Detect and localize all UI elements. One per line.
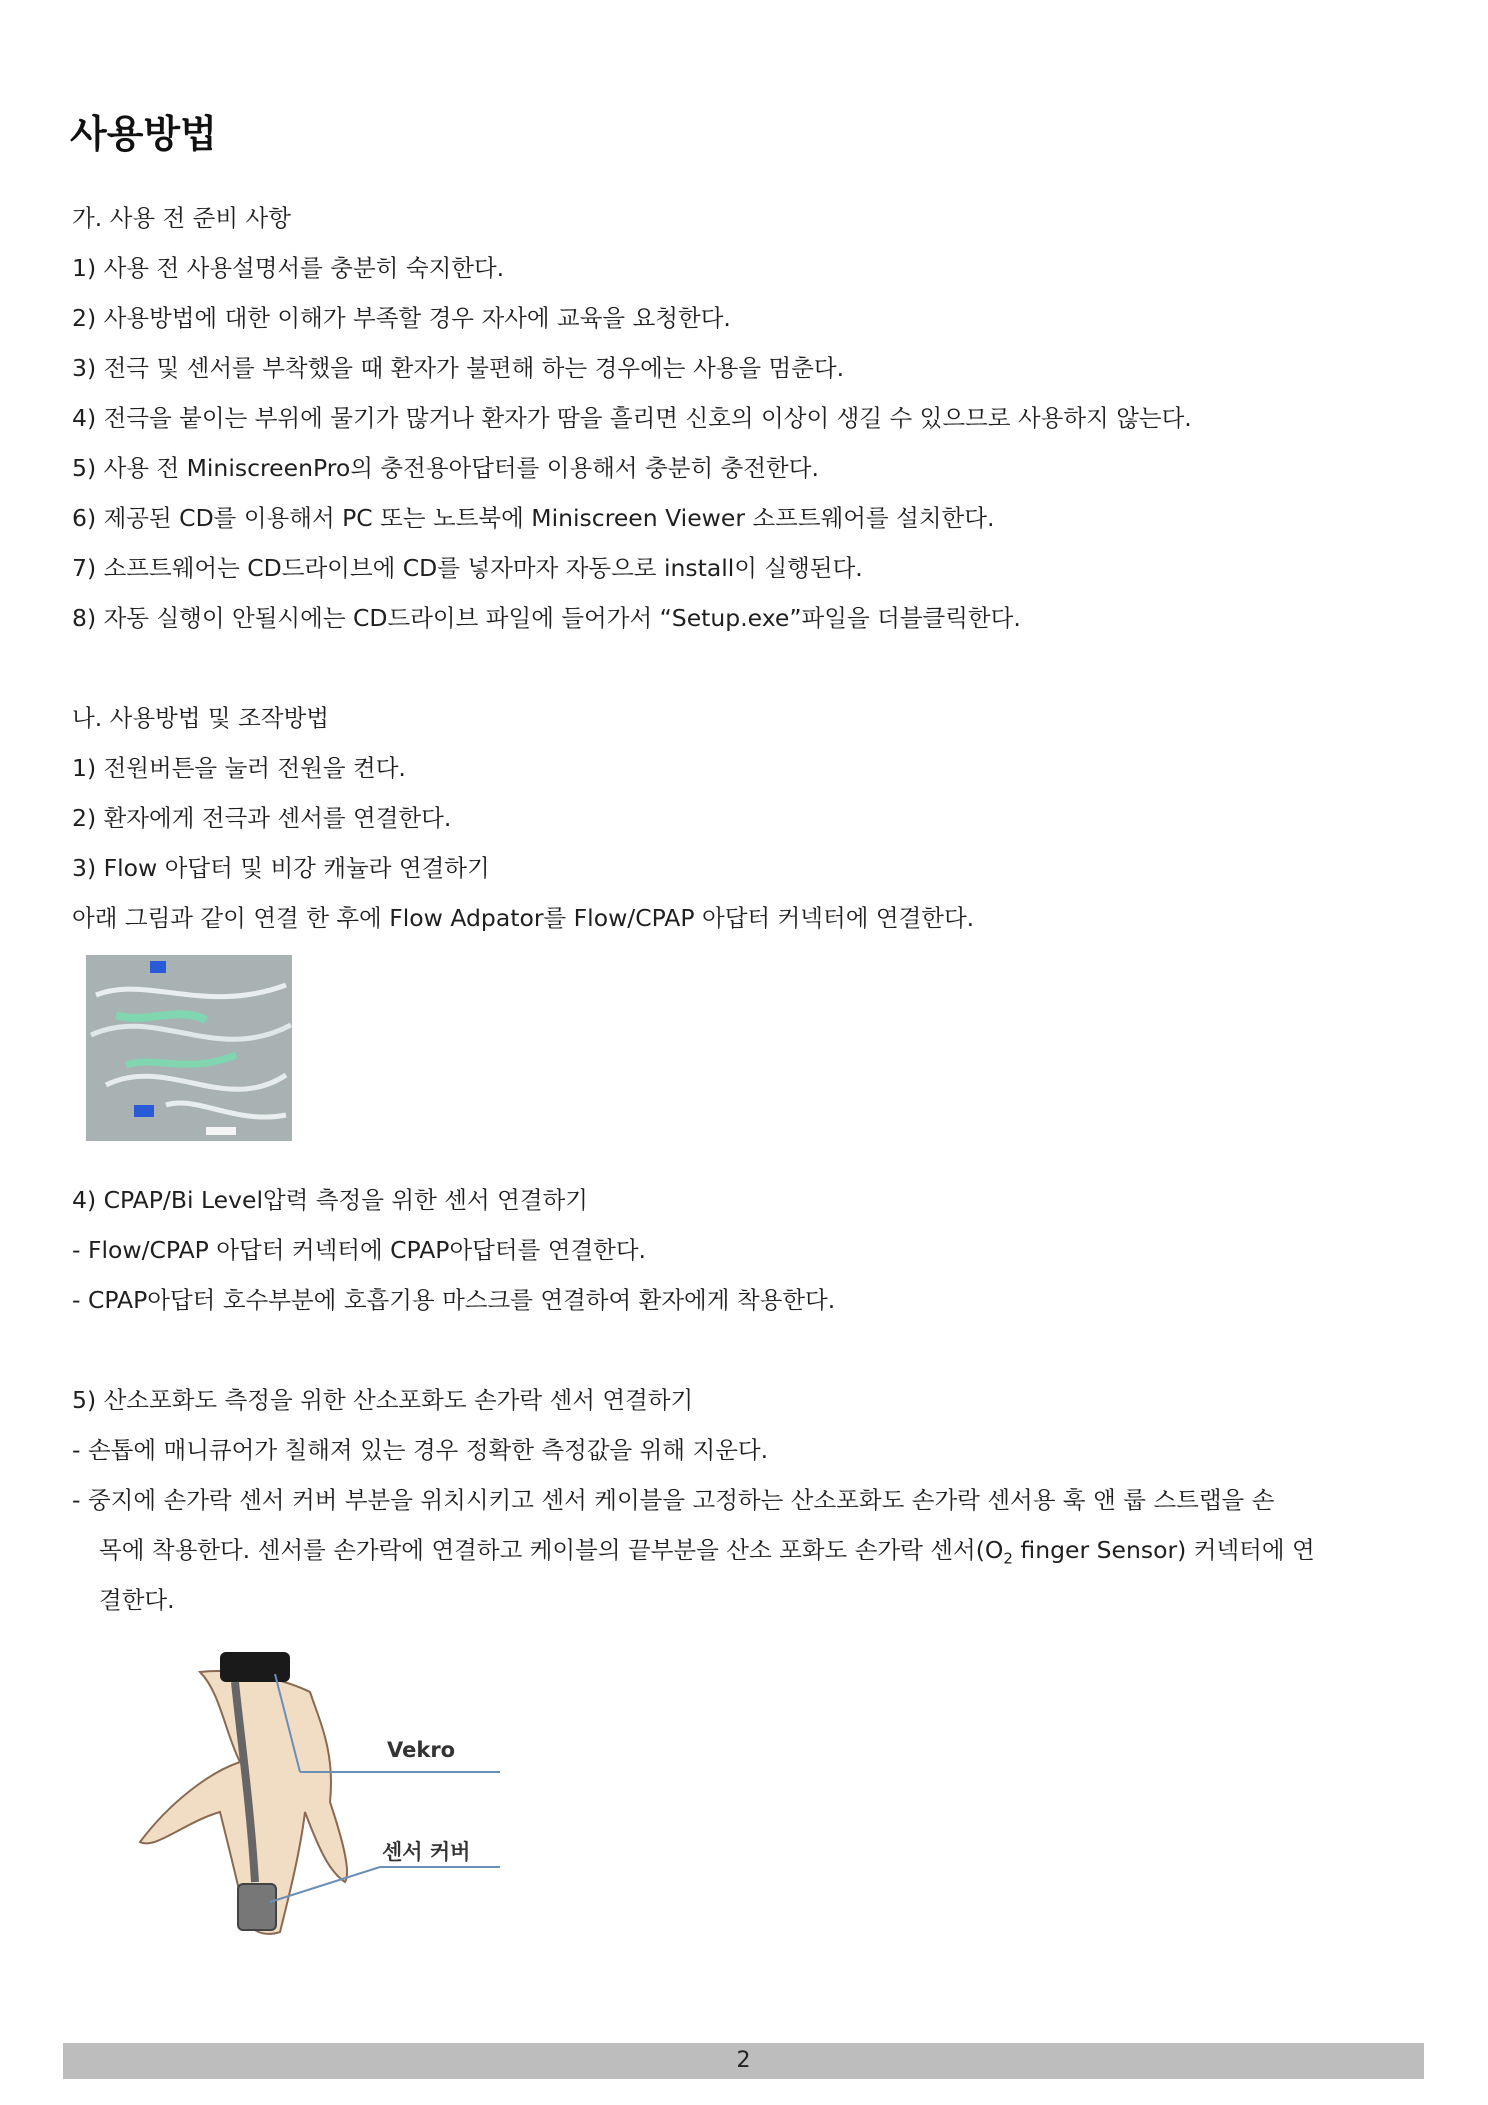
list-item-continued: 결한다. bbox=[99, 1586, 175, 1614]
vekro-label: Vekro bbox=[387, 1738, 456, 1762]
page-number: 2 bbox=[736, 2048, 751, 2073]
list-item: 1) 사용 전 사용설명서를 충분히 숙지한다. bbox=[72, 254, 505, 282]
list-item: 3) Flow 아답터 및 비강 캐뉼라 연결하기 bbox=[72, 854, 490, 882]
section-b-heading: 나. 사용방법 및 조작방법 bbox=[72, 704, 329, 732]
finger-sensor-figure bbox=[130, 1652, 510, 1957]
list-item: 2) 사용방법에 대한 이해가 부족할 경우 자사에 교육을 요청한다. bbox=[72, 304, 731, 332]
section-a-heading: 가. 사용 전 준비 사항 bbox=[72, 204, 291, 232]
hand-illustration bbox=[130, 1652, 510, 1957]
list-item: 아래 그림과 같이 연결 한 후에 Flow Adpator를 Flow/CPAP 아답터 커넥터에 연결한다. bbox=[72, 904, 975, 932]
list-item: 1) 전원버튼을 눌러 전원을 켠다. bbox=[72, 754, 406, 782]
list-item-continued bbox=[99, 1534, 1315, 1575]
list-item: 2) 환자에게 전극과 센서를 연결한다. bbox=[72, 804, 452, 832]
subscript: 2 bbox=[1003, 1549, 1013, 1568]
list-item: 6) 제공된 CD를 이용해서 PC 또는 노트북에 Miniscreen Viewer 소프트웨어를 설치한다. bbox=[72, 504, 995, 532]
list-item: 8) 자동 실행이 안될시에는 CD드라이브 파일에 들어가서 “Setup.exe”파일을 더블클릭한다. bbox=[72, 604, 1021, 632]
list-item: - 손톱에 매니큐어가 칠해져 있는 경우 정확한 측정값을 위해 지운다. bbox=[72, 1436, 769, 1464]
list-item-text: finger Sensor) 커넥터에 연 bbox=[1012, 1536, 1315, 1564]
item4-heading: 4) CPAP/Bi Level압력 측정을 위한 센서 연결하기 bbox=[72, 1186, 588, 1214]
item5-heading: 5) 산소포화도 측정을 위한 산소포화도 손가락 센서 연결하기 bbox=[72, 1386, 694, 1414]
list-item-text: 목에 착용한다. 센서를 손가락에 연결하고 케이블의 끝부분을 산소 포화도 손가락 센서(O bbox=[99, 1536, 1004, 1564]
list-item: 5) 사용 전 MiniscreenPro의 충전용아답터를 이용해서 충분히 충전한다. bbox=[72, 454, 819, 482]
list-item: 3) 전극 및 센서를 부착했을 때 환자가 불편해 하는 경우에는 사용을 멈춘다. bbox=[72, 354, 845, 382]
list-item: 4) 전극을 붙이는 부위에 물기가 많거나 환자가 땀을 흘리면 신호의 이상이 생길 수 있으므로 사용하지 않는다. bbox=[72, 404, 1192, 432]
list-item: - CPAP아답터 호수부분에 호흡기용 마스크를 연결하여 환자에게 착용한다. bbox=[72, 1286, 836, 1314]
page-footer bbox=[63, 2043, 1424, 2079]
nasal-cannula-photo bbox=[86, 955, 292, 1141]
list-item: 7) 소프트웨어는 CD드라이브에 CD를 넣자마자 자동으로 install이 실행된다. bbox=[72, 554, 863, 582]
page-title: 사용방법 bbox=[70, 112, 217, 156]
sensor-cover-label: 센서 커버 bbox=[382, 1840, 471, 1864]
list-item: - 중지에 손가락 센서 커버 부분을 위치시키고 센서 케이블을 고정하는 산소포화도 손가락 센서용 훅 앤 룹 스트랩을 손 bbox=[72, 1486, 1275, 1514]
list-item: - Flow/CPAP 아답터 커넥터에 CPAP아답터를 연결한다. bbox=[72, 1236, 647, 1264]
